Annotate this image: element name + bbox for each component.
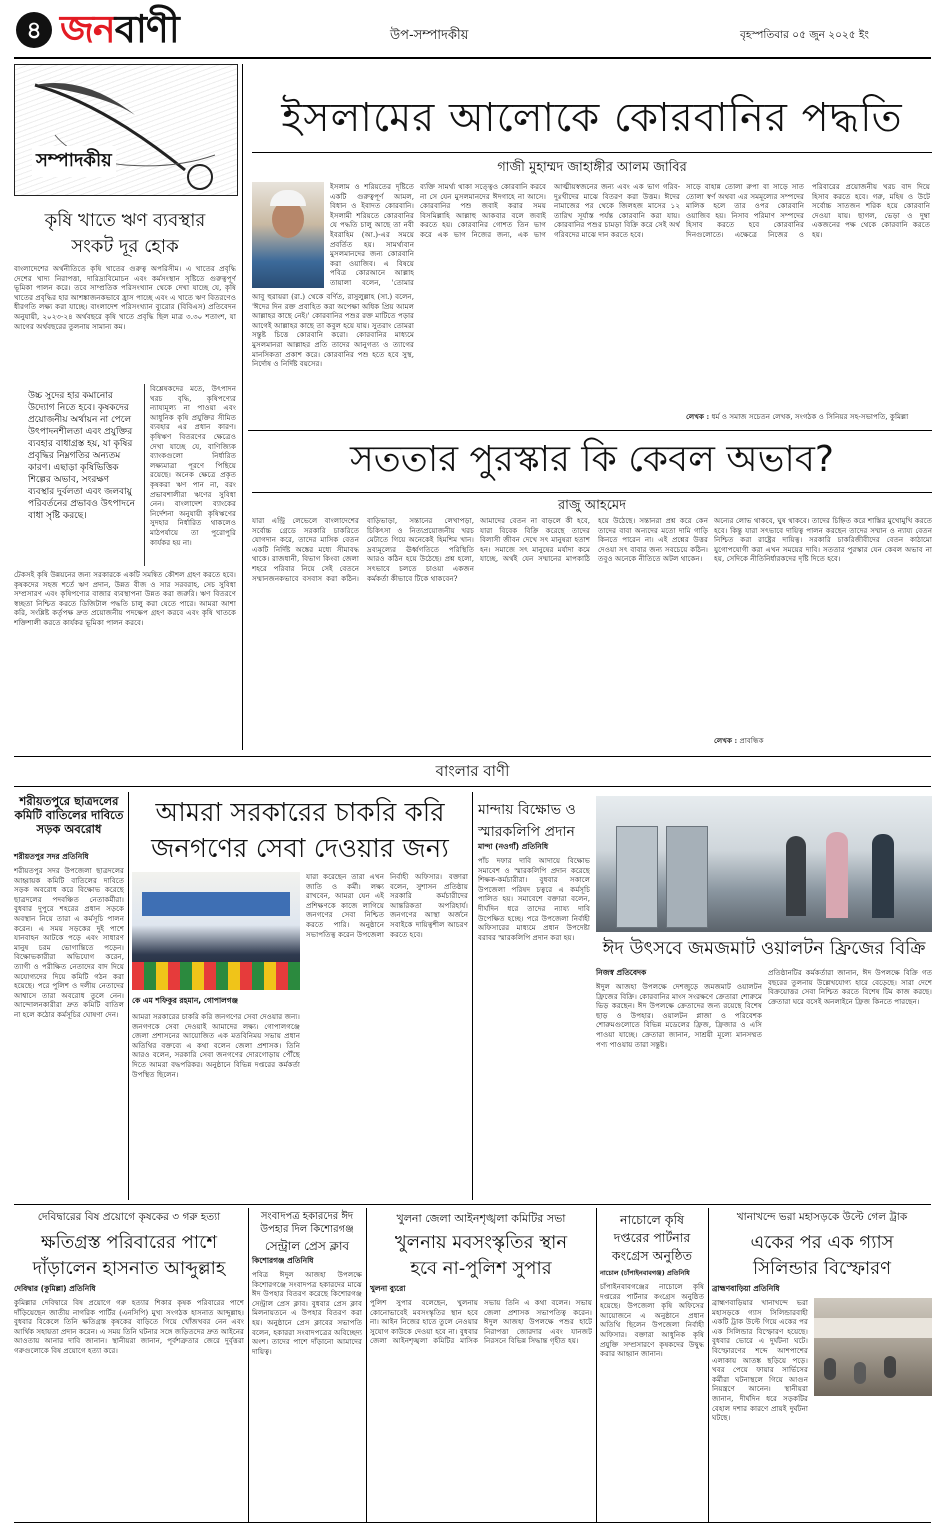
story9-headline-line2: সিলিন্ডার বিস্ফোরণ bbox=[752, 1258, 892, 1279]
article2-footer-text: প্রাবন্ধিক bbox=[739, 736, 764, 745]
story3-headline-line2: স্মারকলিপি প্রদান bbox=[478, 824, 575, 840]
story7-body: পুলিশ সুপার বলেছেন, খুলনায় কোনোভাবেই মবসংস্কৃতির স্থান হবে না। আইন নিজের হাতে তুলে নেওয়ার সুযোগ কাউকে দেওয়া হবে না। বুধবার জেলা আইনশৃঙ্খলা কমিটির মাসিক সভায় তিনি এ কথা বলেন। সভায় জেলা প্রশাসক সভাপতিত্ব করেন। ঈদুল আজহা উপলক্ষে পশুর হাটে নিরাপত্তা জোরদার এবং যানজট নিরসনে বিভিন্ন সিদ্ধান্ত গৃহীত হয়। bbox=[370, 1298, 592, 1346]
story5-headline-line1: ক্ষতিগ্রস্ত পরিবারের পাশে bbox=[41, 1232, 217, 1253]
story2-headline-line2: জনগণের সেবা দেওয়ার জন্য bbox=[151, 834, 449, 864]
article1-col3: ব্যক্তি সামর্থ্য থাকা সত্ত্বেও কোরবানি করবে না সে যেন মুসলমানদের ঈদগাহে না আসে। কোরবানির পশু জবাই করার সময় বিসমিল্লাহি আল্লাহু আকবার বলে জবাই করতে হয়। কোরবানির গোশত তিন ভাগ করে এক ভাগ নিজের জন্য, এক ভাগ আত্মীয়স্বজনের জন্য এবং এক ভাগ গরিব-দুঃখীদের মাঝে বিতরণ করা উত্তম। ঈদের নামাজের পর থেকে জিলহজ মাসের ১২ তারিখ সূর্যাস্ত পর্যন্ত কোরবানি করা যায়। কোরবানির পশুর চামড়া বিক্রি করে সেই অর্থ গরিবদের মাঝে দান করতে হবে। bbox=[420, 182, 680, 239]
section-rule-top bbox=[14, 756, 931, 757]
section-label: উপ-সম্পাদকীয় bbox=[390, 28, 469, 43]
story2-body-right: যারা করেছেন তারা এখন জাতি ও কর্মী। লক্ষ্য রাখবেন, আমরা যেন এই প্রশিক্ষণকে কাজে লাগিয়ে জনগণের সেবা নিশ্চিত করতে পারি। অনুষ্ঠানে সভাপতিত্ব করেন উপজেলা নির্বাহী অফিসার। বক্তারা বলেন, সুশাসন প্রতিষ্ঠায় সরকারি কর্মচারীদের আন্তরিকতা অপরিহার্য। জনগণের আস্থা অর্জনে সবাইকে দায়িত্বশীল আচরণ করতে হবে। bbox=[306, 872, 468, 939]
story5-byline: দেবিদ্বার (কুমিল্লা) প্রতিনিধি bbox=[14, 1284, 96, 1293]
article1-footer bbox=[686, 412, 930, 426]
story3-byline: মান্দা (নওগাঁ) প্রতিনিধি bbox=[478, 842, 549, 851]
article2-col3: অন্যের লোভ থাকবে, ঘুষ থাকবে। তাদের চিহ্নিত করে শাস্তির মুখোমুখি করতে হবে। কিন্তু যারা সৎভাবে দায়িত্ব পালন করছেন তাদের সম্মান ও ন্যায্য বেতন নিশ্চিত করা রাষ্ট্রের দায়িত্ব। সরকারি চাকরিজীবীদের বেতন কাঠামো যুগোপযোগী করা এখন সময়ের দাবি। সততার পুরস্কার যেন কেবল অভাব না হয়, সেদিকে নীতিনির্ধারকদের দৃষ্টি দিতে হবে। bbox=[714, 516, 932, 564]
story7-headline-line2: হবে না-পুলিশ সুপার bbox=[410, 1258, 552, 1279]
editorial-headline-line2: সংকট দূর হোক bbox=[71, 236, 179, 257]
page-bottom-rule bbox=[14, 1522, 931, 1523]
editorial-body1: বাংলাদেশের অর্থনীতিতে কৃষি খাতের গুরুত্ব অপরিসীম। এ খাতের প্রবৃদ্ধি দেশের খাদ্য নিরাপত্তা, দারিদ্র্যবিমোচন এবং কর্মসংস্থান সৃষ্টিতে গুরুত্বপূর্ণ ভূমিকা পালন করে। তবে সাম্প্রতিক পরিসংখ্যান থেকে দেখা যাচ্ছে যে, কৃষি খাতের প্রবৃদ্ধির হার আশঙ্কাজনকভাবে হ্রাস পাচ্ছে এবং এ খাতে ঋণ বিতরণেও ধীরগতি লক্ষ্য করা যাচ্ছে। বাংলাদেশ পরিসংখ্যান ব্যুরোর (বিবিএস) প্রতিবেদন অনুযায়ী, ২০২৩-২৪ অর্থবছরে কৃষি খাতে প্রবৃদ্ধি ছিল মাত্র ৩.৩০ শতাংশ, যা আগের অর্থবছরের তুলনায় সামান্য কম। bbox=[14, 264, 236, 331]
story5-body: কুমিল্লার দেবিদ্বারে বিষ প্রয়োগে গরু হত্যার শিকার কৃষক পরিবারের পাশে দাঁড়িয়েছেন জাতীয় নাগরিক পার্টির (এনসিপি) মুখ্য সংগঠক হাসনাত আব্দুল্লাহ। বুধবার বিকেলে তিনি ক্ষতিগ্রস্ত কৃষকের বাড়িতে গিয়ে খোঁজখবর নেন এবং আর্থিক সহায়তা প্রদান করেন। এ সময় তিনি ঘটনার সঙ্গে জড়িতদের দ্রুত আইনের আওতায় আনার দাবি জানান। স্থানীয়রা জানান, পূর্বশত্রুতার জেরে দুর্বৃত্তরা গরুগুলোকে বিষ প্রয়োগে হত্যা করে। bbox=[14, 1298, 244, 1355]
story1-headline: শরীয়তপুরে ছাত্রদলের কমিটি বাতিলের দাবিতে সড়ক অবরোধ bbox=[14, 794, 124, 836]
article2-headline: সততার পুরস্কার কি কেবল অভাব? bbox=[350, 439, 834, 480]
story6-headline: সেন্ট্রাল প্রেস ক্লাব bbox=[264, 1239, 350, 1253]
article2-col2: আমাদের বেতন না বাড়লে কী হবে, যারা বিবেক বিক্রি করেছে তাদের বিলাসী জীবন দেখে সৎ মানুষরা হতাশ হন। সমাজে সৎ মানুষের মর্যাদা কমে যাচ্ছে, অর্থই যেন সম্মানের মাপকাঠি হয়ে উঠেছে। সন্তানরা প্রশ্ন করে কেন তাদের বাবা অন্যদের মতো দামি গাড়ি কিনতে পারেন না। এই প্রশ্নের উত্তর দেওয়া সৎ বাবার জন্য সবচেয়ে কঠিন। তবুও অনেকে নীতিতে অটল থাকেন। bbox=[480, 516, 708, 564]
story3-body: পাঁচ দফার দাবি আদায়ে বিক্ষোভ সমাবেশ ও স্মারকলিপি প্রদান করেছে শিক্ষক-কর্মচারীরা। বুধবার সকালে উপজেলা পরিষদ চত্বরে এ কর্মসূচি পালিত হয়। সমাবেশে বক্তারা বলেন, দীর্ঘদিন ধরে তাদের ন্যায্য দাবি উপেক্ষিত হচ্ছে। পরে উপজেলা নির্বাহী অফিসারের মাধ্যমে প্রধান উপদেষ্টা বরাবর স্মারকলিপি প্রদান করা হয়। bbox=[478, 856, 590, 942]
story4-photo bbox=[596, 796, 932, 932]
article2-footer-label: লেখক : bbox=[714, 736, 738, 745]
divider-2 bbox=[472, 792, 473, 1200]
article1-headline: ইসলামের আলোকে কোরবানির পদ্ধতি bbox=[281, 95, 903, 141]
story7-byline: খুলনা ব্যুরো bbox=[370, 1284, 406, 1293]
story8-byline: নাচোল (চাঁপাইনবাবগঞ্জ) প্রতিনিধি bbox=[600, 1269, 690, 1277]
story6-kicker: সংবাদপত্র হকারদের ঈদ উপহার দিল কিশোরগঞ্জ bbox=[260, 1211, 354, 1235]
banglar-bani-title: বাংলার বাণী bbox=[435, 762, 510, 780]
story2-headline-line1: আমরা সরকারের চাকরি করি bbox=[155, 798, 445, 828]
story5-kicker: দেবিদ্বারের বিষ প্রয়োগে কৃষকের ৩ গরু হত্যা bbox=[37, 1211, 221, 1223]
article2-col1: যারা এন্ট্রি লেভেলে বাংলাদেশের সর্বোচ্চ গ্রেডে সরকারি চাকরিতে যোগদান করে, তাদের মাসিক বেতন একটি নির্দিষ্ট অঙ্কের মধ্যে সীমাবদ্ধ থাকে। রাজধানী, বিভাগ কিংবা জেলা শহরে পরিবার নিয়ে সেই বেতনে সম্মানজনকভাবে বসবাস করা কঠিন। বাড়িভাড়া, সন্তানের লেখাপড়া, চিকিৎসা ও নিত্যপ্রয়োজনীয় খরচ মেটাতে গিয়ে অনেকেই হিমশিম খান। দ্রব্যমূল্যের ঊর্ধ্বগতিতে পরিস্থিতি আরও কঠিন হয়ে উঠেছে। প্রশ্ন হলো, সৎভাবে চলতে চাওয়া একজন কর্মকর্তা কীভাবে টিকে থাকবেন? bbox=[252, 516, 474, 583]
editorial-body3: টেকসই কৃষি উন্নয়নের জন্য সরকারকে একটি সমন্বিত কৌশল গ্রহণ করতে হবে। কৃষকদের সহজ শর্তে ঋণ প্রদান, উন্নত বীজ ও সার সরবরাহ, সেচ সুবিধা সম্প্রসারণ এবং কৃষিপণ্যের বাজার ব্যবস্থাপনা উন্নত করা জরুরি। ঋণ বিতরণে স্বচ্ছতা নিশ্চিত করতে ডিজিটাল পদ্ধতি চালু করা যেতে পারে। আমরা আশা করি, সংশ্লিষ্ট কর্তৃপক্ষ দ্রুত প্রয়োজনীয় পদক্ষেপ গ্রহণ করবে এবং কৃষি খাতকে শক্তিশালী করতে কার্যকর ভূমিকা পালন করবে। bbox=[14, 570, 236, 627]
editorial-headline-line1: কৃষি খাতে ঋণ ব্যবস্থার bbox=[44, 210, 206, 231]
article1-footer-label: লেখক : bbox=[686, 412, 710, 421]
article1-col4: সাড়ে বাহান্ন তোলা রুপা বা সাড়ে সাত তোলা স্বর্ণ অথবা এর সমমূল্যের সম্পদের মালিক হলে তার ওপর কোরবানি ওয়াজিব হয়। নিসাব পরিমাণ সম্পদের হিসাব করতে হবে কোরবানির দিনগুলোতে। এক্ষেত্রে নিজের ও পরিবারের প্রয়োজনীয় খরচ বাদ দিয়ে হিসাব করতে হবে। গরু, মহিষ ও উটে সর্বোচ্চ সাতজন শরিক হয়ে কোরবানি দেওয়া যায়। ছাগল, ভেড়া ও দুম্বা একজনের পক্ষ থেকে কোরবানি করতে হয়। bbox=[686, 182, 930, 239]
article1-col1: ইসলাম ও শরিয়তের দৃষ্টিতে একটি গুরুত্বপূর্ণ আমল, বিধান ও ইবাদত কোরবানি। ইসলামী শরিয়তে কোরবানির যে পদ্ধতি চালু আছে তা নবী ইবরাহিম (আ.)-এর সময়ে প্রবর্তিত হয়। সামর্থ্যবান মুসলমানদের জন্য কোরবানি করা ওয়াজিব। এ বিষয়ে পবিত্র কোরআনে আল্লাহ তায়ালা বলেন, 'তোমার bbox=[330, 182, 414, 287]
editorial-body2: বিশ্লেষকদের মতে, উৎপাদন খরচ বৃদ্ধি, কৃষিপণ্যের ন্যায্যমূল্য না পাওয়া এবং আধুনিক কৃষি প্রযুক্তির সীমিত ব্যবহার এর প্রধান কারণ। কৃষিঋণ বিতরণের ক্ষেত্রেও দেখা যাচ্ছে যে, বাণিজ্যিক ব্যাংকগুলো নির্ধারিত লক্ষ্যমাত্রা পূরণে পিছিয়ে রয়েছে। অনেক ক্ষেত্রে প্রকৃত কৃষকরা ঋণ পান না, বরং প্রভাবশালীরা ঋণের সুবিধা নেন। বাংলাদেশ ব্যাংকের নির্দেশনা অনুযায়ী কৃষিঋণের সুদহার নির্ধারিত থাকলেও মাঠপর্যায়ে তা পুরোপুরি কার্যকর হয় না। bbox=[150, 384, 236, 547]
editorial-banner: সম্পাদকীয় bbox=[32, 146, 116, 177]
article1-author: গাজী মুহাম্মদ জাহাঙ্গীর আলম জাবির bbox=[497, 160, 687, 175]
story3-headline-line1: মান্দায় বিক্ষোভ ও bbox=[478, 802, 576, 818]
story8-headline-line1: নাচোলে কৃষি bbox=[619, 1212, 684, 1227]
page-number: ৪ bbox=[26, 16, 42, 44]
article2-footer bbox=[714, 736, 932, 750]
author-photo bbox=[252, 182, 324, 288]
story2-photo-caption: কে এম শফিকুর রহমান, গোপালগঞ্জ bbox=[132, 996, 239, 1005]
editorial-divider bbox=[242, 64, 243, 750]
section-rule-bottom bbox=[14, 786, 931, 787]
story1-body: শরীয়তপুর সদর উপজেলা ছাত্রদলের আহ্বায়ক কমিটি বাতিলের দাবিতে সড়ক অবরোধ করে বিক্ষোভ করেছে ছাত্রদলের পদবঞ্চিত নেতাকর্মীরা। বুধবার দুপুরে শহরের প্রধান সড়কে অবস্থান নিয়ে তারা এ কর্মসূচি পালন করেন। এ সময় সড়কের দুই পাশে যানবাহন আটকে পড়ে এবং সাধারণ মানুষ চরম ভোগান্তিতে পড়েন। বিক্ষোভকারীরা অভিযোগ করেন, ত্যাগী ও পরীক্ষিত নেতাদের বাদ দিয়ে অযোগ্যদের দিয়ে কমিটি গঠন করা হয়েছে। পরে পুলিশ ও দলীয় নেতাদের আশ্বাসে তারা অবরোধ তুলে নেন। আন্দোলনকারীরা দ্রুত কমিটি বাতিল না হলে কঠোর কর্মসূচির ঘোষণা দেন। bbox=[14, 866, 124, 1019]
story9-headline-line1: একের পর এক গ্যাস bbox=[750, 1232, 894, 1253]
article1-bottom-rule bbox=[248, 430, 932, 431]
story4-headline: ঈদ উৎসবে জমজমাট ওয়ালটন ফ্রিজের বিক্রি bbox=[602, 938, 926, 959]
story9-byline: ব্রাহ্মণবাড়িয়া প্রতিনিধি bbox=[712, 1284, 780, 1293]
story9-photo bbox=[814, 1298, 932, 1396]
story7-headline-line1: খুলনায় মবসংস্কৃতির স্থান bbox=[394, 1232, 568, 1253]
divider-1 bbox=[128, 792, 129, 1200]
masthead-rule bbox=[14, 57, 931, 59]
story8-body: চাঁপাইনবাবগঞ্জের নাচোলে কৃষি দপ্তরের পার্টনার কংগ্রেস অনুষ্ঠিত হয়েছে। উপজেলা কৃষি অফিসের আয়োজনে এ অনুষ্ঠানে প্রধান অতিথি ছিলেন উপজেলা নির্বাহী অফিসার। বক্তারা আধুনিক কৃষি প্রযুক্তি সম্প্রসারণে কৃষকদের উদ্বুদ্ধ করার আহ্বান জানান। bbox=[600, 1282, 704, 1359]
divider-3 bbox=[248, 1208, 249, 1522]
divider-4 bbox=[366, 1208, 367, 1522]
story8-headline-line2: দপ্তরের পার্টনার bbox=[613, 1230, 691, 1245]
editorial-pullquote: উচ্চ সুদের হার কমানোর উদ্যোগ নিতে হবে। কৃষকদের প্রয়োজনীয় অর্থায়ন না পেলে উৎপাদনশীলতা এবং প্রযুক্তির ব্যবহার বাধাগ্রস্ত হয়, যা কৃষির প্রবৃদ্ধির নিম্নগতির অন্যতম কারণ। এছাড়া কৃষিভিত্তিক শিল্পের অভাব, সংরক্ষণ ব্যবস্থার দুর্বলতা এবং জলবায়ু পরিবর্তনের প্রভাবও উৎপাদনে বাধা সৃষ্টি করছে। bbox=[28, 391, 135, 521]
story9-body: ব্রাহ্মণবাড়িয়ার খানাখন্দে ভরা মহাসড়কে গ্যাস সিলিন্ডারবাহী একটি ট্রাক উল্টে গিয়ে একের পর এক সিলিন্ডার বিস্ফোরণ হয়েছে। বুধবার ভোরে এ দুর্ঘটনা ঘটে। বিস্ফোরণের শব্দে আশপাশের এলাকায় আতঙ্ক ছড়িয়ে পড়ে। খবর পেয়ে ফায়ার সার্ভিসের কর্মীরা ঘটনাস্থলে গিয়ে আগুন নিয়ন্ত্রণে আনেন। স্থানীয়রা জানান, দীর্ঘদিন ধরে সড়কটির বেহাল দশার কারণে প্রায়ই দুর্ঘটনা ঘটছে। bbox=[712, 1298, 808, 1423]
story4-body2: প্রতিষ্ঠানটির কর্মকর্তারা জানান, ঈদ উপলক্ষে বিক্রি গত বছরের তুলনায় উল্লেখযোগ্য হারে বেড়েছে। সারা দেশে বিক্রয়োত্তর সেবা নিশ্চিত করতে বিশেষ টিম কাজ করছে। ক্রেতারা ঘরে বসেই অনলাইনে ফ্রিজ কিনতে পারছেন। bbox=[768, 968, 932, 1006]
article1-col2: আবু হুরায়রা (রা.) থেকে বর্ণিত, রাসুলুল্লাহ (সা.) বলেন, 'ঈদের দিন রক্ত প্রবাহিত করা অপেক্ষা অধিক প্রিয় আমল আল্লাহর কাছে নেই।' কোরবানির পশুর রক্ত মাটিতে পড়ার আগেই আল্লাহর কাছে তা কবুল হয়ে যায়। সুতরাং তোমরা সন্তুষ্ট চিত্তে কোরবানি করো। কোরবানির মাধ্যমে মুসলমানরা আল্লাহর প্রতি তাদের আনুগত্য ও ত্যাগের মানসিকতা প্রকাশ করে। কোরবানির পশু হতে হবে সুস্থ, নির্দোষ ও নির্দিষ্ট বয়সের। bbox=[252, 292, 414, 369]
article1-author-rule bbox=[252, 152, 932, 153]
story4-body: ঈদুল আজহা উপলক্ষে দেশজুড়ে জমজমাট ওয়ালটন ফ্রিজের বিক্রি। কোরবানির মাংস সংরক্ষণে ক্রেতারা শোরুমে ভিড় করছেন। ঈদ উপলক্ষে ক্রেতাদের জন্য রয়েছে বিশেষ ছাড় ও উপহার। ওয়ালটন প্লাজা ও পরিবেশক শোরুমগুলোতে বিভিন্ন মডেলের ফ্রিজ, ফ্রিজার ও এসি পাওয়া যাচ্ছে। ক্রেতারা জানান, সাশ্রয়ী মূল্যে মানসম্মত পণ্য পাওয়ায় তারা সন্তুষ্ট। bbox=[596, 982, 762, 1049]
logo-part2: বাণী bbox=[114, 7, 179, 51]
logo bbox=[60, 6, 179, 52]
article2-author-rule bbox=[252, 492, 932, 493]
divider-6 bbox=[708, 1208, 709, 1522]
story1-byline: শরীয়তপুর সদর প্রতিনিধি bbox=[14, 852, 89, 861]
article1-footer-text: ধর্ম ও সমাজ সচেতন লেখক, সংগঠক ও সিনিয়র সহ-সভাপতি, কুমিল্লা bbox=[711, 412, 909, 421]
story7-kicker: খুলনা জেলা আইনশৃঙ্খলা কমিটির সভা bbox=[396, 1212, 566, 1225]
story9-kicker: খানাখন্দে ভরা মহাসড়কে উল্টে গেল ট্রাক bbox=[736, 1211, 908, 1223]
row-divider bbox=[14, 1204, 931, 1205]
story4-byline: নিজস্ব প্রতিবেদক bbox=[596, 968, 647, 977]
story2-body-left: আমরা সরকারের চাকরি করি জনগণের সেবা দেওয়ার জন্য। জনগণকে সেবা দেওয়াই আমাদের লক্ষ্য। গোপালগঞ্জে জেলা প্রশাসনের আয়োজিত এক মতবিনিময় সভায় প্রধান অতিথির বক্তব্যে এ কথা বলেন জেলা প্রশাসক। তিনি আরও বলেন, সরকারি সেবা জনগণের দোরগোড়ায় পৌঁছে দিতে আমরা বদ্ধপরিকর। অনুষ্ঠানে বিভিন্ন দপ্তরের কর্মকর্তা উপস্থিত ছিলেন। bbox=[132, 1012, 300, 1079]
story6-body: পবিত্র ঈদুল আজহা উপলক্ষে কিশোরগঞ্জে সংবাদপত্র হকারদের মাঝে ঈদ উপহার বিতরণ করেছে কিশোরগঞ্জ সেন্ট্রাল প্রেস ক্লাব। বুধবার প্রেস ক্লাব মিলনায়তনে এ উপহার বিতরণ করা হয়। অনুষ্ঠানে প্রেস ক্লাবের সভাপতি বলেন, হকাররা সংবাদপত্রের অবিচ্ছেদ্য অংশ। তাদের পাশে দাঁড়ানো আমাদের দায়িত্ব। bbox=[252, 1270, 362, 1356]
story6-byline: কিশোরগঞ্জ প্রতিনিধি bbox=[252, 1256, 314, 1265]
divider-5 bbox=[596, 1208, 597, 1522]
story2-photo bbox=[132, 872, 300, 990]
date: বৃহস্পতিবার ০৫ জুন ২০২৫ ইং bbox=[740, 29, 869, 41]
article2-author: রাজু আহমেদ bbox=[558, 498, 626, 513]
story8-headline-line3: কংগ্রেস অনুষ্ঠিত bbox=[611, 1248, 693, 1263]
story5-headline-line2: দাঁড়ালেন হাসনাত আব্দুল্লাহ bbox=[32, 1258, 226, 1279]
logo-part1: জন bbox=[60, 7, 115, 51]
